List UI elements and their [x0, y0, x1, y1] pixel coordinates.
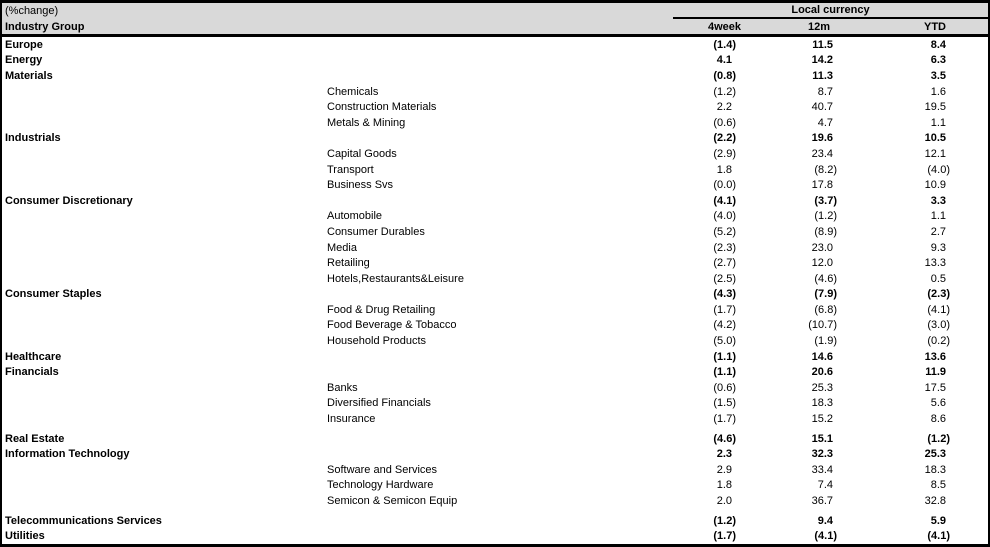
value-4week — [636, 117, 742, 129]
value-4week — [636, 164, 742, 176]
value-text: 4.1 — [716, 54, 732, 67]
value-text: (2.2) — [713, 132, 736, 145]
value-text: (4.6) — [814, 272, 837, 285]
row-label: Metals & Mining — [327, 116, 406, 129]
value-ytd — [838, 70, 951, 82]
value-ytd — [838, 288, 951, 300]
value-ytd — [838, 448, 951, 460]
value-text: 40.7 — [811, 101, 833, 114]
table-row — [2, 287, 988, 303]
value-text: 2.9 — [716, 463, 732, 476]
table-row — [2, 162, 988, 178]
value-text: 10.5 — [924, 132, 946, 145]
value-text: 1.1 — [930, 210, 946, 223]
value-12m — [742, 530, 838, 542]
value-12m — [742, 132, 838, 144]
value-text: 18.3 — [811, 397, 833, 410]
row-label: Materials — [5, 69, 53, 82]
value-ytd — [838, 335, 951, 347]
table-row — [2, 193, 988, 209]
value-4week — [636, 226, 742, 238]
value-ytd — [838, 351, 951, 363]
value-12m — [742, 195, 838, 207]
value-ytd — [838, 132, 951, 144]
value-12m — [742, 210, 838, 222]
value-12m — [742, 304, 838, 316]
row-label: Consumer Durables — [327, 225, 425, 238]
row-label: Industrials — [5, 132, 61, 145]
table-row — [2, 131, 988, 147]
value-12m — [742, 495, 838, 507]
row-label: Capital Goods — [327, 147, 397, 160]
value-text: (4.3) — [713, 288, 736, 301]
value-4week — [636, 257, 742, 269]
row-label: Banks — [327, 381, 358, 394]
value-12m — [742, 448, 838, 460]
value-text: (4.1) — [814, 530, 837, 543]
table-row — [2, 396, 988, 412]
value-text: 11.9 — [925, 366, 946, 379]
table-row — [2, 99, 988, 115]
table-header — [2, 3, 988, 37]
value-text: 1.8 — [716, 163, 732, 176]
value-text: (1.7) — [713, 413, 736, 426]
value-4week — [636, 448, 742, 460]
value-text: 9.4 — [817, 514, 833, 527]
value-text: 11.3 — [812, 69, 833, 82]
value-text: 32.3 — [811, 448, 833, 461]
value-text: 12.0 — [811, 257, 833, 270]
value-4week — [636, 413, 742, 425]
value-ytd — [838, 479, 951, 491]
value-text: 8.4 — [930, 38, 946, 51]
value-text: (2.7) — [713, 257, 736, 270]
value-4week — [636, 335, 742, 347]
value-ytd — [838, 382, 951, 394]
value-text: 9.3 — [930, 241, 946, 254]
value-text: 13.6 — [924, 350, 946, 363]
value-12m — [742, 413, 838, 425]
value-4week — [636, 319, 742, 331]
value-text: 36.7 — [811, 495, 833, 508]
value-12m — [742, 70, 838, 82]
value-text: (1.2) — [713, 514, 736, 527]
row-label: Household Products — [327, 335, 427, 348]
value-ytd — [838, 148, 951, 160]
value-4week — [636, 70, 742, 82]
industry-group-header: Industry Group — [5, 20, 85, 33]
column-header-ytd: YTD — [924, 20, 946, 33]
value-ytd — [838, 39, 951, 51]
value-12m — [742, 179, 838, 191]
row-label: Information Technology — [5, 448, 130, 461]
value-text: 17.5 — [924, 381, 946, 394]
value-text: (0.6) — [713, 116, 736, 129]
value-4week — [636, 242, 742, 254]
value-text: 2.0 — [716, 495, 732, 508]
header-row-columns — [2, 19, 988, 34]
table-row — [2, 68, 988, 84]
value-4week — [636, 86, 742, 98]
value-text: 1.1 — [930, 116, 946, 129]
table-row — [2, 146, 988, 162]
table-row — [2, 411, 988, 427]
value-text: (3.7) — [814, 194, 837, 207]
value-text: 20.6 — [811, 366, 833, 379]
value-text: 2.3 — [716, 448, 732, 461]
table-row — [2, 462, 988, 478]
row-label: Real Estate — [5, 432, 65, 445]
row-label: Diversified Financials — [327, 397, 431, 410]
value-text: 13.3 — [924, 257, 946, 270]
value-text: (8.2) — [814, 163, 837, 176]
value-text: (1.2) — [814, 210, 837, 223]
value-text: (6.8) — [814, 303, 837, 316]
value-12m — [742, 101, 838, 113]
value-4week — [636, 351, 742, 363]
table-row — [2, 528, 988, 544]
row-label: Europe — [5, 38, 43, 51]
value-ytd — [838, 495, 951, 507]
row-label: Financials — [5, 366, 59, 379]
value-text: (2.3) — [927, 288, 950, 301]
value-text: 25.3 — [924, 448, 946, 461]
value-ytd — [838, 515, 951, 527]
table-row — [2, 333, 988, 349]
value-text: 1.8 — [716, 479, 732, 492]
value-text: 8.5 — [930, 479, 946, 492]
value-text: 25.3 — [811, 381, 833, 394]
value-4week — [636, 148, 742, 160]
value-12m — [742, 288, 838, 300]
value-text: (1.5) — [713, 397, 736, 410]
value-text: (1.7) — [713, 303, 736, 316]
value-text: (1.9) — [814, 335, 837, 348]
value-4week — [636, 464, 742, 476]
value-text: (10.7) — [808, 319, 837, 332]
table-body — [2, 37, 988, 544]
table-row — [2, 513, 988, 529]
value-12m — [742, 382, 838, 394]
row-label: Chemicals — [327, 85, 379, 98]
value-text: (1.4) — [713, 38, 736, 51]
value-text: 33.4 — [811, 463, 833, 476]
value-ytd — [838, 226, 951, 238]
value-ytd — [838, 179, 951, 191]
value-12m — [742, 351, 838, 363]
table-row — [2, 380, 988, 396]
value-12m — [742, 335, 838, 347]
table-row — [2, 84, 988, 100]
value-ytd — [838, 257, 951, 269]
value-text: 1.6 — [930, 85, 946, 98]
table-row — [2, 209, 988, 225]
value-text: 15.1 — [811, 432, 833, 445]
value-4week — [636, 101, 742, 113]
row-label: Telecommunications Services — [5, 514, 162, 527]
value-4week — [636, 433, 742, 445]
table-row — [2, 53, 988, 69]
value-ytd — [838, 304, 951, 316]
value-ytd — [838, 164, 951, 176]
value-12m — [742, 148, 838, 160]
value-12m — [742, 479, 838, 491]
column-header-4week: 4week — [707, 20, 741, 33]
value-12m — [742, 226, 838, 238]
value-4week — [636, 132, 742, 144]
value-text: 15.2 — [811, 413, 833, 426]
value-text: 18.3 — [924, 463, 946, 476]
value-text: (1.1) — [713, 350, 736, 363]
value-12m — [742, 242, 838, 254]
value-4week — [636, 39, 742, 51]
table-row — [2, 240, 988, 256]
value-4week — [636, 479, 742, 491]
value-text: 23.0 — [811, 241, 833, 254]
table-row — [2, 349, 988, 365]
value-text: (4.6) — [713, 432, 736, 445]
value-4week — [636, 210, 742, 222]
value-ytd — [838, 433, 951, 445]
row-label: Food & Drug Retailing — [327, 303, 436, 316]
value-text: 32.8 — [924, 495, 946, 508]
table-row — [2, 115, 988, 131]
value-text: 14.6 — [811, 350, 833, 363]
value-text: (1.2) — [713, 85, 736, 98]
value-12m — [742, 433, 838, 445]
row-label: Insurance — [327, 413, 376, 426]
column-header-12m: 12m — [807, 20, 830, 33]
value-text: (4.1) — [927, 303, 950, 316]
value-12m — [742, 273, 838, 285]
table-row — [2, 271, 988, 287]
value-ytd — [838, 54, 951, 66]
table-row — [2, 177, 988, 193]
value-text: (5.0) — [713, 335, 736, 348]
value-text: 19.5 — [924, 101, 946, 114]
value-text: (5.2) — [713, 225, 736, 238]
row-label: Transport — [327, 163, 374, 176]
value-4week — [636, 515, 742, 527]
value-text: (3.0) — [927, 319, 950, 332]
value-12m — [742, 366, 838, 378]
value-text: (1.7) — [713, 530, 736, 543]
value-ytd — [838, 319, 951, 331]
value-12m — [742, 117, 838, 129]
value-text: 14.2 — [811, 54, 833, 67]
value-text: 3.3 — [930, 194, 946, 207]
value-text: (0.0) — [713, 179, 736, 192]
row-label: Energy — [5, 54, 43, 67]
row-label: Software and Services — [327, 463, 438, 476]
row-label: Semicon & Semicon Equip — [327, 495, 458, 508]
value-text: (8.9) — [814, 225, 837, 238]
value-4week — [636, 397, 742, 409]
value-12m — [742, 319, 838, 331]
table-row — [2, 37, 988, 53]
value-text: (4.0) — [927, 163, 950, 176]
value-12m — [742, 515, 838, 527]
table-row — [2, 318, 988, 334]
value-text: 17.8 — [811, 179, 833, 192]
value-text: (2.9) — [713, 147, 736, 160]
value-text: 12.1 — [924, 147, 946, 160]
table-row — [2, 364, 988, 380]
row-label: Consumer Staples — [5, 288, 102, 301]
value-text: (0.8) — [713, 69, 736, 82]
value-text: 0.5 — [930, 272, 946, 285]
value-12m — [742, 39, 838, 51]
value-text: 6.3 — [930, 54, 946, 67]
row-label: Automobile — [327, 210, 383, 223]
value-text: 2.7 — [930, 225, 946, 238]
value-4week — [636, 382, 742, 394]
value-text: 10.9 — [924, 179, 946, 192]
value-ytd — [838, 101, 951, 113]
value-ytd — [838, 86, 951, 98]
value-ytd — [838, 242, 951, 254]
value-4week — [636, 273, 742, 285]
value-ytd — [838, 464, 951, 476]
table-row — [2, 224, 988, 240]
value-text: 7.4 — [817, 479, 833, 492]
value-12m — [742, 257, 838, 269]
value-4week — [636, 179, 742, 191]
row-label: Media — [327, 241, 357, 254]
value-text: 5.9 — [930, 514, 946, 527]
value-text: 8.6 — [930, 413, 946, 426]
value-ytd — [838, 210, 951, 222]
value-text: 8.7 — [817, 85, 833, 98]
value-ytd — [838, 397, 951, 409]
value-text: 2.2 — [716, 101, 732, 114]
value-ytd — [838, 413, 951, 425]
value-ytd — [838, 117, 951, 129]
value-ytd — [838, 530, 951, 542]
value-ytd — [838, 366, 951, 378]
value-ytd — [838, 195, 951, 207]
value-4week — [636, 495, 742, 507]
row-label: Consumer Discretionary — [5, 194, 133, 207]
value-text: (0.2) — [927, 335, 950, 348]
row-label: Technology Hardware — [327, 479, 434, 492]
value-12m — [742, 164, 838, 176]
value-text: (4.2) — [713, 319, 736, 332]
value-text: 19.6 — [811, 132, 833, 145]
value-text: 3.5 — [930, 69, 946, 82]
header-row-top — [2, 3, 988, 19]
row-label: Utilities — [5, 530, 45, 543]
value-text: (4.1) — [927, 530, 950, 543]
row-label: Food Beverage & Tobacco — [327, 319, 457, 332]
row-label: Hotels,Restaurants&Leisure — [327, 272, 464, 285]
row-label: Retailing — [327, 257, 370, 270]
table-row — [2, 493, 988, 509]
table-row — [2, 478, 988, 494]
table-row — [2, 431, 988, 447]
value-4week — [636, 366, 742, 378]
value-text: (0.6) — [713, 381, 736, 394]
value-12m — [742, 397, 838, 409]
percent-change-label: (%change) — [5, 5, 59, 17]
row-label: Construction Materials — [327, 101, 437, 114]
value-text: 23.4 — [811, 147, 833, 160]
value-text: (1.2) — [927, 432, 950, 445]
value-text: (4.0) — [713, 210, 736, 223]
value-4week — [636, 288, 742, 300]
value-text: (2.5) — [713, 272, 736, 285]
value-12m — [742, 464, 838, 476]
value-4week — [636, 530, 742, 542]
value-12m — [742, 86, 838, 98]
row-label: Business Svs — [327, 179, 394, 192]
value-text: 5.6 — [930, 397, 946, 410]
value-4week — [636, 195, 742, 207]
value-text: (4.1) — [713, 194, 736, 207]
value-text: (2.3) — [713, 241, 736, 254]
value-text: 4.7 — [817, 116, 833, 129]
local-currency-header: Local currency — [673, 3, 988, 19]
table-row — [2, 255, 988, 271]
value-4week — [636, 304, 742, 316]
value-text: (7.9) — [814, 288, 837, 301]
value-ytd — [838, 273, 951, 285]
table-row — [2, 446, 988, 462]
value-text: (1.1) — [713, 366, 736, 379]
value-12m — [742, 54, 838, 66]
value-text: 11.5 — [812, 38, 833, 51]
value-4week — [636, 54, 742, 66]
table-row — [2, 302, 988, 318]
row-label: Healthcare — [5, 350, 62, 363]
